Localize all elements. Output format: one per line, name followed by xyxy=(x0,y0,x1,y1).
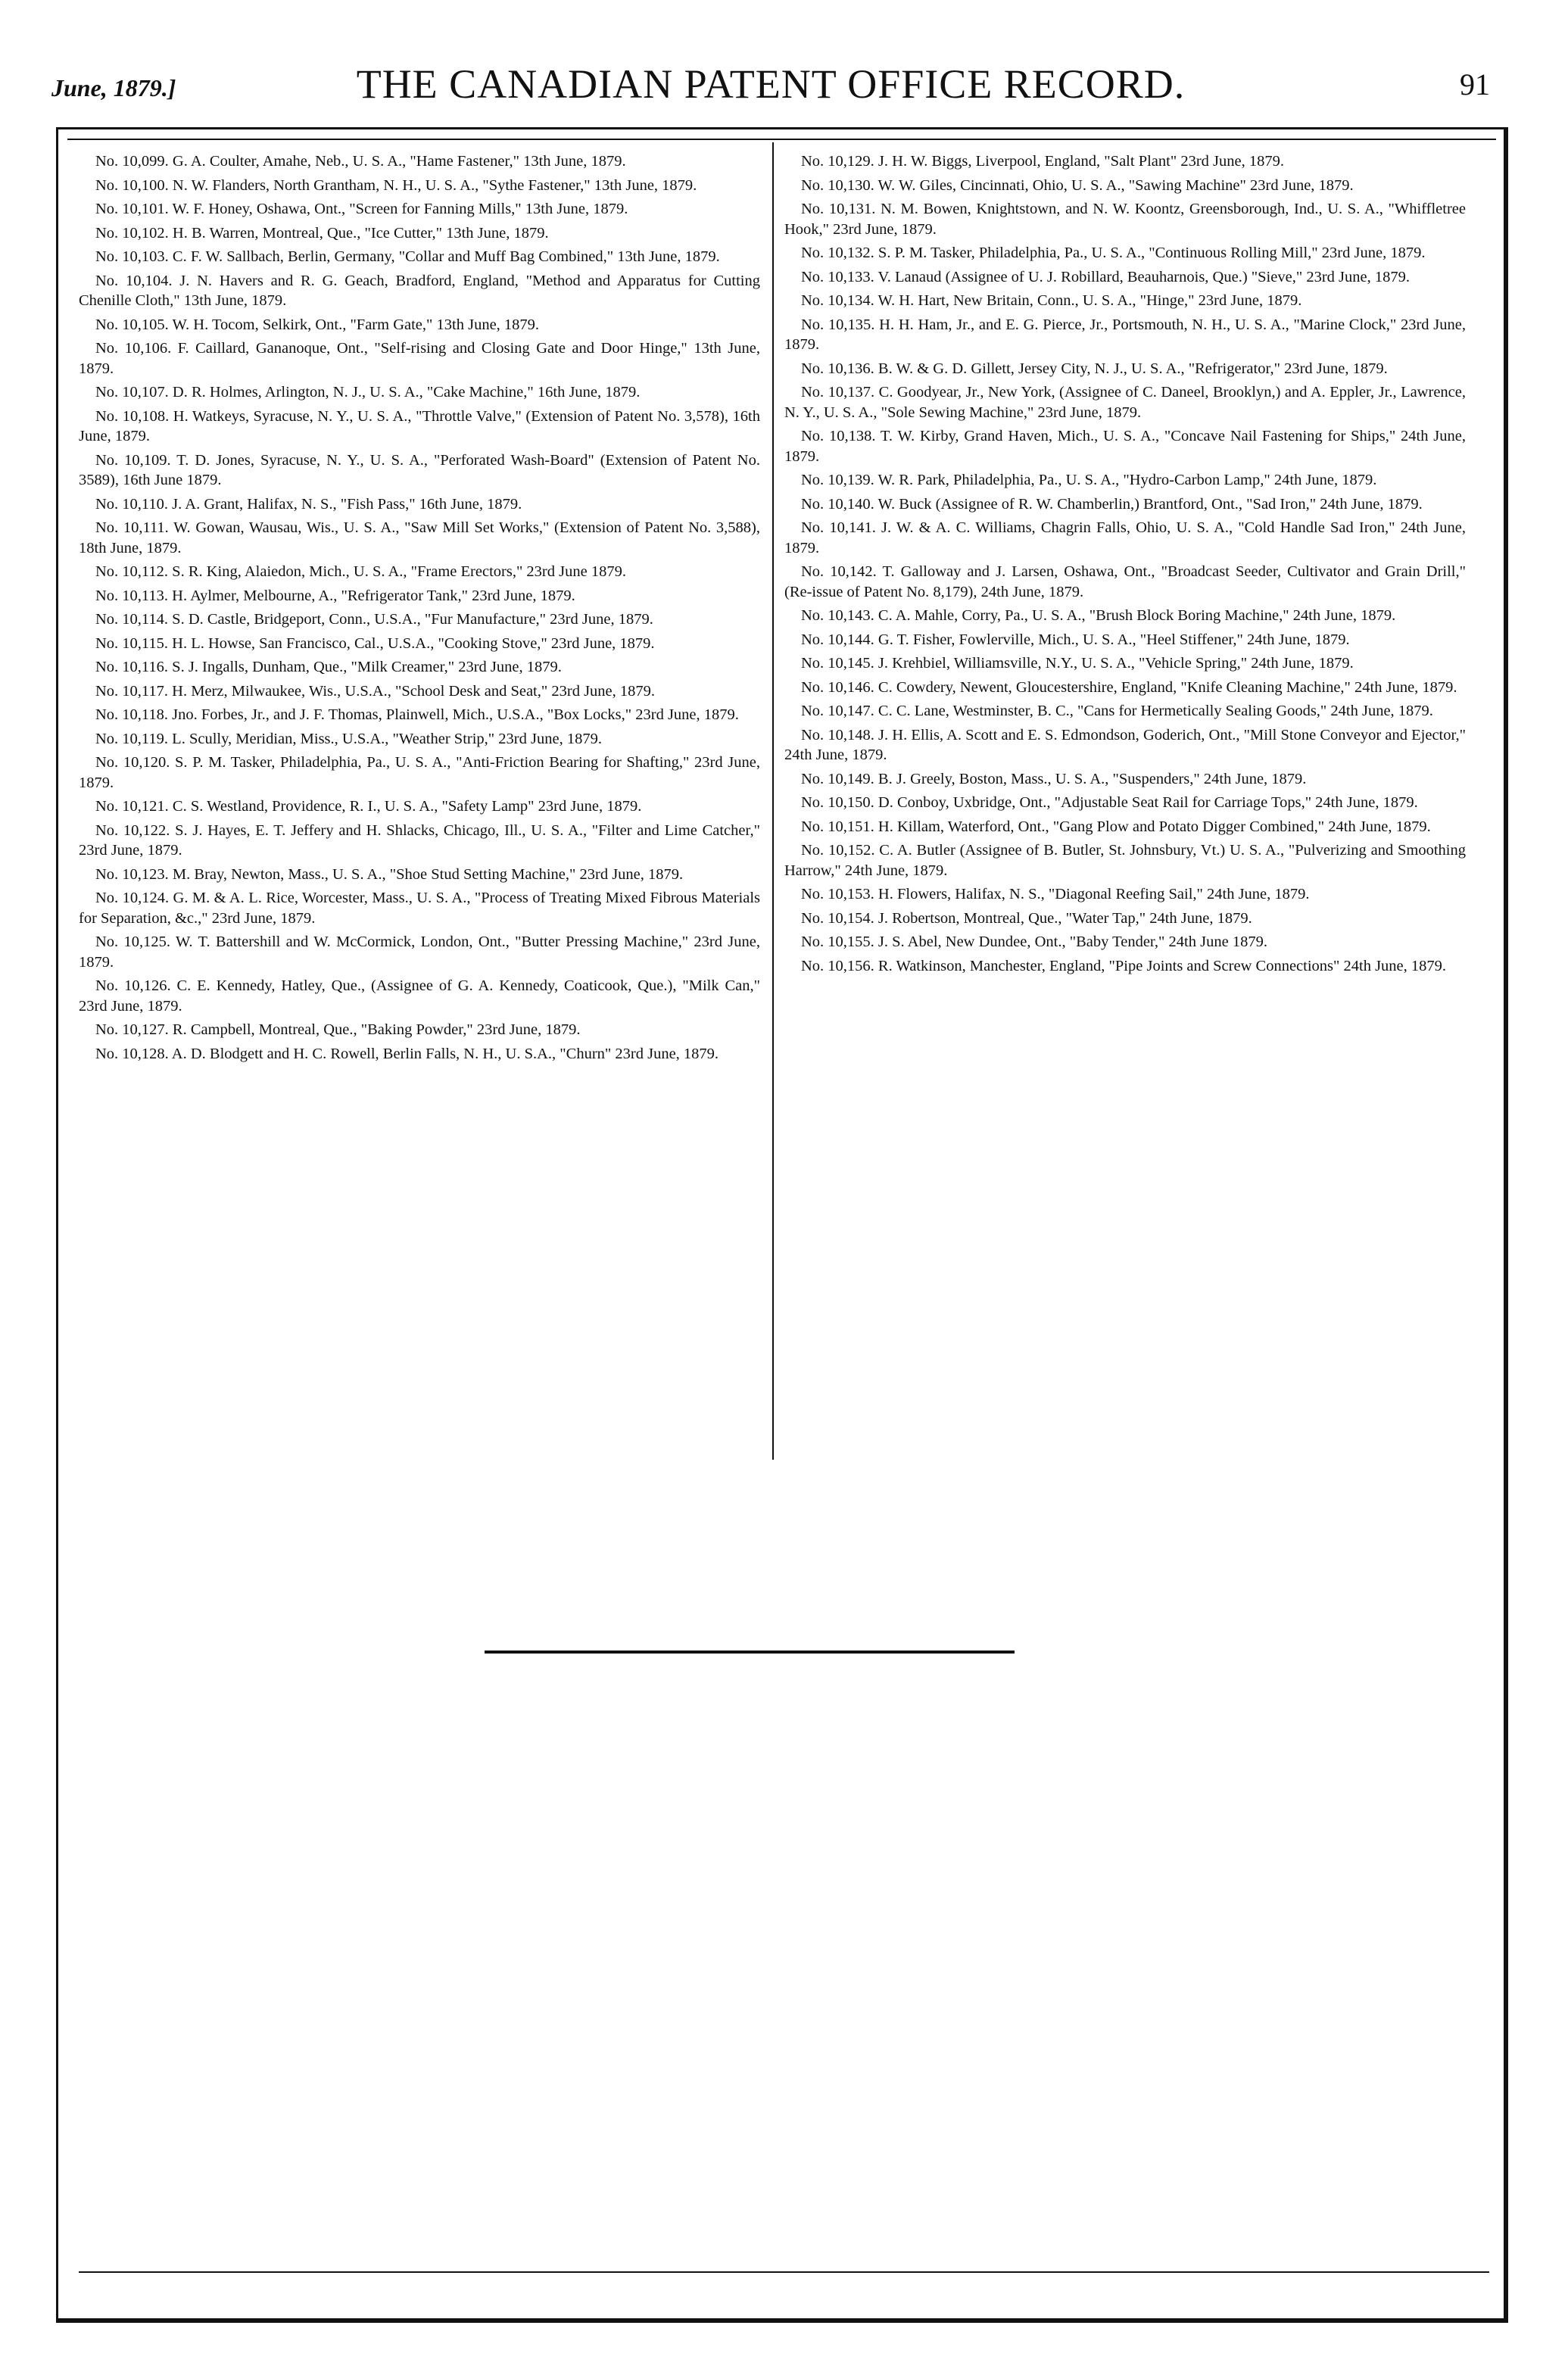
patent-entry: No. 10,106. F. Caillard, Gananoque, Ont., "Self-rising and Closing Gate and Door Hinge," 13th June, 1879. xyxy=(79,340,760,377)
page-header xyxy=(51,61,1490,106)
patent-entry: No. 10,136. B. W. & G. D. Gillett, Jersey City, N. J., U. S. A., "Refrigerator," 23rd June, 1879. xyxy=(801,360,1388,377)
patent-entry: No. 10,107. D. R. Holmes, Arlington, N. J., U. S. A., "Cake Machine," 16th June, 1879. xyxy=(95,384,641,401)
issue-date: June, 1879.] xyxy=(51,74,176,101)
patent-entry: No. 10,129. J. H. W. Biggs, Liverpool, England, "Salt Plant" 23rd June, 1879. xyxy=(801,153,1284,170)
patent-entry: No. 10,120. S. P. M. Tasker, Philadelphia, Pa., U. S. A., "Anti-Friction Bearing for Shafting," 23rd June, 1879. xyxy=(79,754,760,791)
patent-entry: No. 10,135. H. H. Ham, Jr., and E. G. Pierce, Jr., Portsmouth, N. H., U. S. A., "Marine Clock," 23rd June, 1879. xyxy=(784,316,1466,353)
patent-entry: No. 10,127. R. Campbell, Montreal, Que., "Baking Powder," 23rd June, 1879. xyxy=(95,1021,581,1038)
patent-entry: No. 10,138. T. W. Kirby, Grand Haven, Mich., U. S. A., "Concave Nail Fastening for Ships," 24th June, 1879. xyxy=(784,428,1466,465)
bottom-rule xyxy=(79,2271,1489,2273)
patent-entry: No. 10,112. S. R. King, Alaiedon, Mich., U. S. A., "Frame Erectors," 23rd June 1879. xyxy=(95,563,626,580)
patent-entry: No. 10,115. H. L. Howse, San Francisco, Cal., U.S.A., "Cooking Stove," 23rd June, 1879. xyxy=(95,634,655,652)
right-column xyxy=(784,151,1466,980)
patent-entry: No. 10,137. C. Goodyear, Jr., New York, (Assignee of C. Daneel, Brooklyn,) and A. Eppler, Jr., Lawrence, N. Y., U. S. A., "Sole Sewing Machine," 23rd June, 1879. xyxy=(784,384,1466,421)
patent-entry: No. 10,111. W. Gowan, Wausau, Wis., U. S. A., "Saw Mill Set Works," (Extension of Patent No. 3,588), 18th June, 1879. xyxy=(79,519,760,556)
patent-entry: No. 10,149. B. J. Greely, Boston, Mass., U. S. A., "Suspenders," 24th June, 1879. xyxy=(801,770,1307,787)
patent-entry: No. 10,131. N. M. Bowen, Knightstown, and N. W. Koontz, Greensborough, Ind., U. S. A., "Whiffletree Hook," 23rd June, 1879. xyxy=(784,201,1466,238)
patent-entry: No. 10,102. H. B. Warren, Montreal, Que., "Ice Cutter," 13th June, 1879. xyxy=(95,224,549,242)
patent-entry: No. 10,108. H. Watkeys, Syracuse, N. Y., U. S. A., "Throttle Valve," (Extension of Patent No. 3,578), 16th June, 1879. xyxy=(79,407,760,444)
patent-entry: No. 10,152. C. A. Butler (Assignee of B. Butler, St. Johnsbury, Vt.) U. S. A., "Pulverizing and Smoothing Harrow," 24th June, 1879. xyxy=(784,842,1466,879)
patent-entry: No. 10,156. R. Watkinson, Manchester, England, "Pipe Joints and Screw Connections" 24th June, 1879. xyxy=(801,957,1447,974)
patent-entry: No. 10,117. H. Merz, Milwaukee, Wis., U.S.A., "School Desk and Seat," 23rd June, 1879. xyxy=(95,682,656,700)
patent-entry: No. 10,110. J. A. Grant, Halifax, N. S., "Fish Pass," 16th June, 1879. xyxy=(95,495,522,513)
patent-entry: No. 10,146. C. Cowdery, Newent, Gloucestershire, England, "Knife Cleaning Machine," 24th June, 1879. xyxy=(801,678,1457,696)
patent-entry: No. 10,101. W. F. Honey, Oshawa, Ont., "Screen for Fanning Mills," 13th June, 1879. xyxy=(95,201,628,217)
patent-entry: No. 10,150. D. Conboy, Uxbridge, Ont., "Adjustable Seat Rail for Carriage Tops," 24th June, 1879. xyxy=(801,794,1418,811)
patent-entry: No. 10,123. M. Bray, Newton, Mass., U. S. A., "Shoe Stud Setting Machine," 23rd June, 1879. xyxy=(95,865,684,883)
patent-entry: No. 10,126. C. E. Kennedy, Hatley, Que., (Assignee of G. A. Kennedy, Coaticook, Que.), "Milk Can," 23rd June, 1879. xyxy=(79,977,760,1015)
patent-entry: No. 10,154. J. Robertson, Montreal, Que., "Water Tap," 24th June, 1879. xyxy=(801,909,1252,927)
patent-entry: No. 10,153. H. Flowers, Halifax, N. S., "Diagonal Reefing Sail," 24th June, 1879. xyxy=(801,886,1310,902)
patent-entry: No. 10,128. A. D. Blodgett and H. C. Rowell, Berlin Falls, N. H., U. S.A., "Churn" 23rd June, 1879. xyxy=(95,1045,719,1062)
patent-entry: No. 10,139. W. R. Park, Philadelphia, Pa., U. S. A., "Hydro-Carbon Lamp," 24th June, 1879. xyxy=(801,472,1377,488)
patent-entry: No. 10,130. W. W. Giles, Cincinnati, Ohio, U. S. A., "Sawing Machine" 23rd June, 1879. xyxy=(801,176,1354,194)
patent-entry: No. 10,145. J. Krehbiel, Williamsville, N.Y., U. S. A., "Vehicle Spring," 24th June, 1879. xyxy=(801,655,1354,672)
patent-entry: No. 10,132. S. P. M. Tasker, Philadelphia, Pa., U. S. A., "Continuous Rolling Mill," 23rd June, 1879. xyxy=(801,245,1426,261)
patent-entry: No. 10,140. W. Buck (Assignee of R. W. Chamberlin,) Brantford, Ont., "Sad Iron," 24th June, 1879. xyxy=(801,495,1423,513)
patent-entry: No. 10,114. S. D. Castle, Bridgeport, Conn., U.S.A., "Fur Manufacture," 23rd June, 1879. xyxy=(95,611,653,628)
patent-entry: No. 10,105. W. H. Tocom, Selkirk, Ont., "Farm Gate," 13th June, 1879. xyxy=(95,316,540,333)
patent-entry: No. 10,133. V. Lanaud (Assignee of U. J. Robillard, Beauharnois, Que.) "Sieve," 23rd June, 1879. xyxy=(801,268,1410,285)
patent-entry: No. 10,143. C. A. Mahle, Corry, Pa., U. S. A., "Brush Block Boring Machine," 24th June, 1879. xyxy=(801,607,1396,624)
patent-entry: No. 10,151. H. Killam, Waterford, Ont., "Gang Plow and Potato Digger Combined," 24th June, 1879. xyxy=(801,818,1431,835)
patent-entry: No. 10,119. L. Scully, Meridian, Miss., U.S.A., "Weather Strip," 23rd June, 1879. xyxy=(95,730,602,747)
patent-entry: No. 10,100. N. W. Flanders, North Grantham, N. H., U. S. A., "Sythe Fastener," 13th June, 1879. xyxy=(95,176,697,194)
patent-entry: No. 10,116. S. J. Ingalls, Dunham, Que., "Milk Creamer," 23rd June, 1879. xyxy=(95,659,562,675)
column-divider xyxy=(772,142,774,1460)
patent-entry: No. 10,155. J. S. Abel, New Dundee, Ont., "Baby Tender," 24th June 1879. xyxy=(801,934,1267,950)
patent-entry: No. 10,113. H. Aylmer, Melbourne, A., "Refrigerator Tank," 23rd June, 1879. xyxy=(95,587,575,604)
publication-title: THE CANADIAN PATENT OFFICE RECORD. xyxy=(356,61,1186,107)
patent-entry: No. 10,125. W. T. Battershill and W. McCormick, London, Ont., "Butter Pressing Machine," 23rd June, 1879. xyxy=(79,934,760,971)
patent-entry: No. 10,144. G. T. Fisher, Fowlerville, Mich., U. S. A., "Heel Stiffener," 24th June, 1879. xyxy=(801,631,1350,648)
patent-entry: No. 10,099. G. A. Coulter, Amahe, Neb., U. S. A., "Hame Fastener," 13th June, 1879. xyxy=(95,153,626,170)
patent-entry: No. 10,103. C. F. W. Sallbach, Berlin, Germany, "Collar and Muff Bag Combined," 13th June, 1879. xyxy=(95,248,720,265)
patent-entry: No. 10,109. T. D. Jones, Syracuse, N. Y., U. S. A., "Perforated Wash-Board" (Extension of Patent No. 3589), 16th June 1879. xyxy=(79,451,760,488)
patent-entry: No. 10,142. T. Galloway and J. Larsen, Oshawa, Ont., "Broadcast Seeder, Cultivator and Grain Drill," (Re-issue of Patent No. 8,179), 24th June, 1879. xyxy=(784,563,1466,600)
page-number: 91 xyxy=(1460,67,1490,101)
patent-entry: No. 10,141. J. W. & A. C. Williams, Chagrin Falls, Ohio, U. S. A., "Cold Handle Sad Iron," 24th June, 1879. xyxy=(784,519,1466,556)
patent-entry: No. 10,148. J. H. Ellis, A. Scott and E. S. Edmondson, Goderich, Ont., "Mill Stone Conveyor and Ejector," 24th June, 1879. xyxy=(784,726,1466,763)
left-column xyxy=(79,151,760,1068)
patent-entry: No. 10,124. G. M. & A. L. Rice, Worcester, Mass., U. S. A., "Process of Treating Mixed Fibrous Materials for Separation, &c.," 23rd June, 1879. xyxy=(79,890,760,927)
patent-entry: No. 10,122. S. J. Hayes, E. T. Jeffery and H. Shlacks, Chicago, Ill., U. S. A., "Filter and Lime Catcher," 23rd June, 1879. xyxy=(79,821,760,859)
patent-entry: No. 10,121. C. S. Westland, Providence, R. I., U. S. A., "Safety Lamp" 23rd June, 1879. xyxy=(95,798,642,815)
end-rule xyxy=(485,1651,1015,1654)
patent-entry: No. 10,118. Jno. Forbes, Jr., and J. F. Thomas, Plainwell, Mich., U.S.A., "Box Locks," 23rd June, 1879. xyxy=(95,706,739,723)
patent-entry: No. 10,104. J. N. Havers and R. G. Geach, Bradford, England, "Method and Apparatus for Cutting Chenille Cloth," 13th June, 1879. xyxy=(79,272,760,309)
patent-entry: No. 10,134. W. H. Hart, New Britain, Conn., U. S. A., "Hinge," 23rd June, 1879. xyxy=(801,292,1302,309)
patent-entry: No. 10,147. C. C. Lane, Westminster, B. C., "Cans for Hermetically Sealing Goods," 24th June, 1879. xyxy=(801,703,1433,719)
